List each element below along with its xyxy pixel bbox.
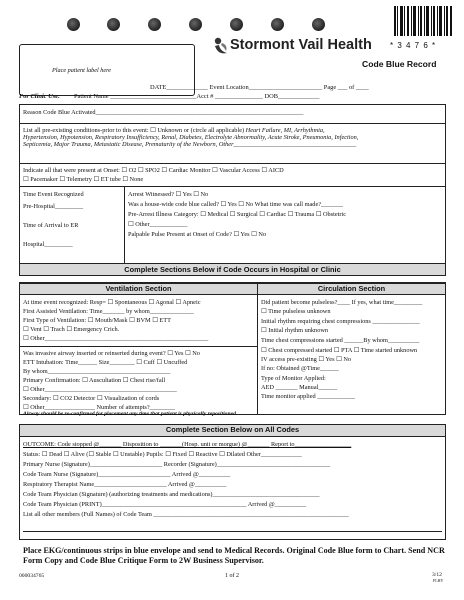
vent-line-2[interactable]: First Assisted Ventilation: Time_______ by whom______________: [23, 308, 194, 315]
barcode-number: * 3 4 7 6 *: [390, 41, 437, 50]
onset-items-2[interactable]: ☐ Pacemaker ☐ Telemetry ☐ ET tube ☐ None: [23, 176, 144, 183]
airway-note: Airway should be re-confirmed for placement any time that patient is physically repositioned.: [23, 411, 238, 417]
conditions-text[interactable]: List all pre-existing conditions-prior to this event: ☐ Unknown or (circle all applicable) Heart Failure, MI, Arrhythmia, Hypertension, Hypotension, Respiratory Insufficiency, Renal, Diabetes, Electrolyte Abnormality, Acute Stroke, Pneumonia, Infection, Septicemia, Major Trauma, Metastatic Disease, Prematurity of the Newborn, Other_______________________________________: [23, 127, 359, 149]
circ-line-4[interactable]: ☐ Initial rhythm unknown: [261, 327, 329, 334]
vent-line-10[interactable]: ☐ Other__________________________________________: [23, 386, 177, 393]
vent-line-7[interactable]: ETT Intubation: Time______ Size________ ☐ Cuff ☐ Uncuffed: [23, 359, 188, 366]
respiratory-therapist-line[interactable]: Respiratory Therapist Name_______________________ Arrived @__________: [23, 481, 227, 488]
patient-name-line[interactable]: Patient Name ___________________________Acct # _______________ DOB_____________: [74, 93, 320, 100]
circ-line-1[interactable]: Did patient become pulseless?____ If yes, what time_________: [261, 299, 423, 306]
vent-line-3[interactable]: First Type of Ventilation: ☐ Mouth/Mask ☐ BVM ☐ ETT: [23, 317, 171, 324]
circ-line-8[interactable]: If no: Obtained @Time______: [261, 365, 339, 372]
page-number: 1 of 2: [225, 573, 239, 579]
pre-arrest-category[interactable]: Pre-Arrest Illness Category: ☐ Medical ☐ Surgical ☐ Cardiac ☐ Trauma ☐ Obstetric: [128, 211, 347, 218]
outcome-line[interactable]: OUTCOME: Code stopped @_______ Disposition to _______(Hosp. unit or morgue) @_______ Report to__________________: [23, 441, 352, 448]
clinic-use-label: For Clinic Use:: [19, 93, 61, 100]
vent-line-4[interactable]: ☐ Vent ☐ Trach ☐ Emergency Crich.: [23, 326, 120, 333]
footer-instructions: Place EKG/continuous strips in blue envelope and send to Medical Records. Original Code Blue form to Chart. Send NCR Form Copy and Code Blue Critique Form to 2W Business Supervisor.: [23, 546, 445, 566]
vent-line-12[interactable]: ☐ Other________________ Number of attempts?________: [23, 404, 175, 411]
vent-line-6[interactable]: Was invasive airway inserted or reinserted during event? ☐ Yes ☐ No: [23, 350, 200, 357]
circulation-title: Circulation Section: [258, 283, 445, 295]
reason-field[interactable]: Reason Code Blue Activated__________________________________________________________________: [23, 109, 304, 116]
ventilation-title: Ventilation Section: [20, 283, 257, 295]
conditions-lead: List all pre-existing conditions-prior to this event:: [23, 127, 151, 134]
hospital-field[interactable]: Hospital_________: [23, 241, 73, 248]
punch-hole-4: [189, 18, 202, 31]
vent-line-9[interactable]: Primary Confirmation: ☐ Auscultation ☐ Chest rise/fall: [23, 377, 166, 384]
punch-hole-6: [271, 18, 284, 31]
vent-line-5[interactable]: ☐ Other____________________________________________________: [23, 335, 209, 342]
pre-hospital-field[interactable]: Pre-Hospital_________: [23, 203, 84, 210]
logo-text: Stormont Vail Health: [230, 37, 372, 53]
circ-line-7[interactable]: IV access pre-existing ☐ Yes ☐ No: [261, 356, 352, 363]
hospital-section-band: Complete Sections Below if Code Occurs in Hospital or Clinic: [19, 263, 446, 276]
circ-line-3[interactable]: Initial rhythm requiring chest compressions _______________: [261, 318, 420, 325]
circ-line-2[interactable]: ☐ Time pulseless unknown: [261, 308, 331, 315]
time-recognized-label: Time Event Recognized: [23, 191, 84, 198]
logo-icon: [213, 37, 229, 55]
other-members-line[interactable]: List all other members (Full Names) of Code Team ______________________________________________________________: [23, 511, 349, 518]
circ-line-5[interactable]: Time chest compressions started ______By whom__________: [261, 337, 420, 344]
barcode: [394, 6, 452, 36]
code-team-nurse-line[interactable]: Code Team Nurse (Signature)_______________________ Arrived @__________: [23, 471, 231, 478]
patient-label-hint: Place patient label here: [52, 67, 112, 74]
palpable-pulse[interactable]: Palpable Pulse Present at Onset of Code? ☐ Yes ☐ No: [128, 231, 267, 238]
physician-signature-line[interactable]: Code Team Physician (Signature) (authorizing treatments and medications)__________________________________: [23, 491, 320, 498]
vent-line-1[interactable]: At time event recognized: Resp= ☐ Spontaneous ☐ Agonal ☐ Apneic: [23, 299, 201, 306]
vent-line-8[interactable]: By whom_______________________________________: [23, 368, 171, 375]
circ-line-11[interactable]: Time monitor applied ____________: [261, 393, 356, 400]
punch-hole-5: [230, 18, 243, 31]
punch-hole-1: [67, 18, 80, 31]
form-title: Code Blue Record: [362, 59, 437, 69]
physician-print-line[interactable]: Code Team Physician (PRINT)______________________________________________ Arrived @__________: [23, 501, 307, 508]
time-arrival-label: Time of Arrival to ER: [23, 222, 79, 229]
status-line[interactable]: Status: ☐ Dead ☐ Alive (☐ Stable ☐ Unstable) Pupils: ☐ Fixed ☐ Reactive ☐ Dilated Other_____________: [23, 451, 302, 458]
vent-line-11[interactable]: Secondary: ☐ CO2 Detector ☐ Visualization of cords: [23, 395, 160, 402]
conditions-unknown-checkbox[interactable]: ☐ Unknown or (circle all applicable): [150, 127, 246, 134]
punch-hole-7: [312, 18, 325, 31]
circ-line-6[interactable]: ☐ Chest compressed started ☐ PTA ☐ Time started unknown: [261, 347, 418, 354]
arrest-witnessed[interactable]: Arrest Witnessed? ☐ Yes ☐ No: [128, 191, 209, 198]
all-codes-band: Complete Section Below on All Codes: [20, 425, 445, 437]
form-number: 000034765: [19, 573, 45, 579]
onset-items-1[interactable]: Indicate all that were present at Onset: ☐ O2 ☐ SPO2 ☐ Cardiac Monitor ☐ Vascular Access ☐ AICD: [23, 167, 284, 174]
primary-nurse-line[interactable]: Primary Nurse (Signature)_______________________ Recorder (Signature)____________________________________: [23, 461, 331, 468]
revision-code: FLHY: [433, 578, 444, 583]
punch-hole-2: [107, 18, 120, 31]
revision-date: 3/12: [432, 572, 442, 578]
date-location-line[interactable]: DATE_____________ Event Location_______________________ Page ___ of ____: [150, 84, 369, 91]
circ-line-9: Type of Monitor Applied:: [261, 375, 326, 382]
punch-hole-3: [148, 18, 161, 31]
pre-arrest-other[interactable]: ☐ Other____________: [128, 221, 188, 228]
house-wide-code[interactable]: Was a house-wide code blue called? ☐ Yes ☐ No What time was call made?_______: [128, 201, 344, 208]
circ-line-10[interactable]: AED _______ Manual______: [261, 384, 338, 391]
